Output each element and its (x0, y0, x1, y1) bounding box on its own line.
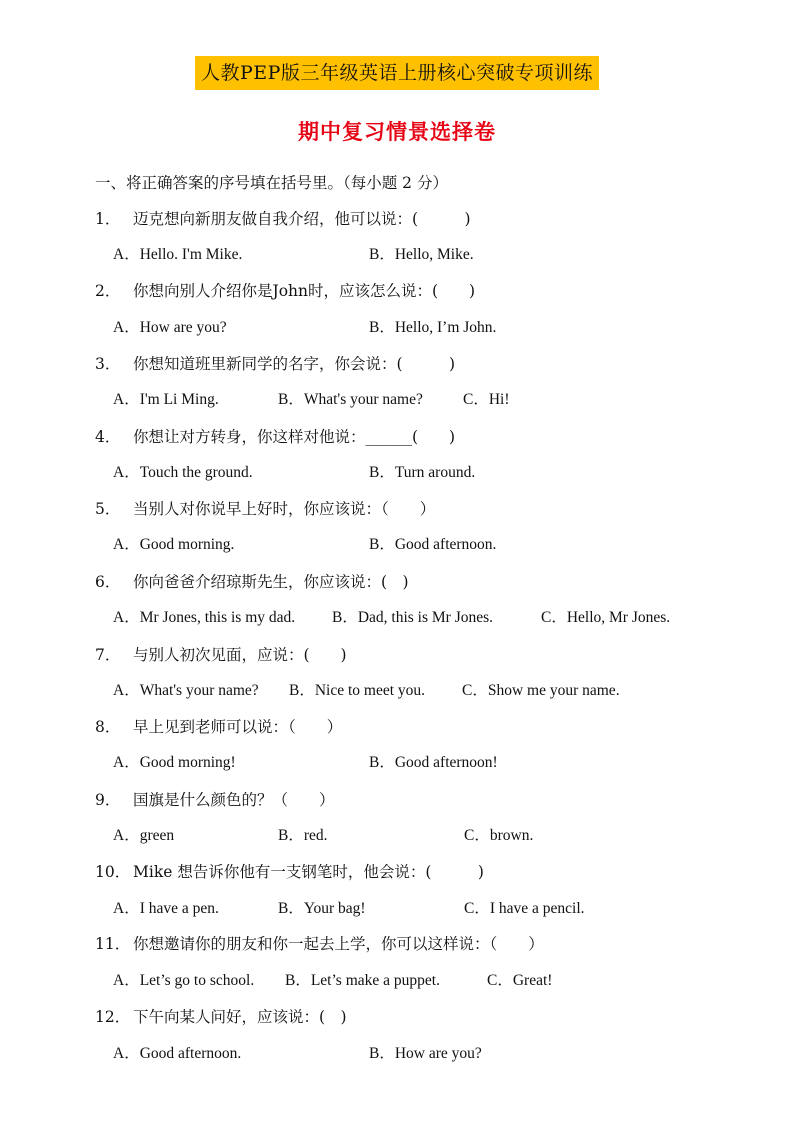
option-a: A．How are you? (113, 319, 227, 336)
question-stem (95, 571, 409, 593)
question-text: 下午向某人问好，应该说：( ) (133, 1008, 347, 1026)
option-b: B．Hello, I’m John. (369, 319, 497, 336)
question-text: 你想邀请你的朋友和你一起去上学，你可以这样说：（ ） (133, 935, 544, 953)
option-c: C．I have a pencil. (464, 900, 585, 917)
question-stem (95, 1006, 347, 1028)
question-text: 迈克想向新朋友做自我介绍，他可以说：( ) (133, 210, 471, 228)
option-b: B．Good afternoon! (369, 754, 498, 771)
option-a: A．Hello. I'm Mike. (113, 246, 243, 263)
question-stem (95, 280, 475, 302)
question-text: 国旗是什么颜色的？（ ） (133, 791, 335, 809)
option-b: B．What's your name? (278, 391, 423, 408)
question-number: 4． (95, 428, 121, 446)
question-stem (95, 498, 435, 520)
section-instruction: 一、将正确答案的序号填在括号里。（每小题 2 分） (95, 174, 448, 192)
option-b: B．Nice to meet you. (289, 682, 426, 699)
page-subtitle: 期中复习情景选择卷 (298, 120, 496, 144)
question-number: 8． (95, 718, 121, 736)
option-b: B．Turn around. (369, 464, 476, 481)
question-text: 与别人初次见面，应说：( ) (133, 646, 347, 664)
question-number: 9． (95, 791, 121, 809)
option-a: A．Touch the ground. (113, 464, 253, 481)
option-b: B．Good afternoon. (369, 536, 497, 553)
question-number: 2． (95, 282, 121, 300)
question-number: 10． (95, 863, 131, 881)
option-b: B．Dad, this is Mr Jones. (332, 609, 494, 626)
title-area (0, 56, 794, 90)
question-text: 你想知道班里新同学的名字，你会说：( ) (133, 355, 456, 373)
question-number: 5． (95, 500, 121, 518)
option-c: C．Show me your name. (462, 682, 620, 699)
question-stem (95, 426, 455, 448)
question-stem (95, 789, 335, 811)
option-c: C．brown. (464, 827, 534, 844)
question-stem (95, 933, 544, 955)
question-text: 你想让对方转身，你这样对他说：______( ) (133, 428, 456, 446)
option-a: A．Let’s go to school. (113, 972, 255, 989)
option-a: A．I have a pen. (113, 900, 219, 917)
question-text: 当别人对你说早上好时，你应该说：（ ） (133, 500, 436, 518)
option-c: C．Hello, Mr Jones. (541, 609, 671, 626)
question-stem (95, 861, 484, 883)
question-number: 3． (95, 355, 121, 373)
option-b: B．Let’s make a puppet. (285, 972, 440, 989)
question-number: 6． (95, 573, 121, 591)
option-b: B．How are you? (369, 1045, 482, 1062)
option-a: A．Good morning. (113, 536, 235, 553)
option-b: B．red. (278, 827, 328, 844)
option-a: A．Good afternoon. (113, 1045, 242, 1062)
option-b: B．Hello, Mike. (369, 246, 474, 263)
option-a: A．Mr Jones, this is my dad. (113, 609, 296, 626)
question-stem (95, 353, 455, 375)
question-stem (95, 716, 342, 738)
option-a: A．What's your name? (113, 682, 259, 699)
option-a: A．I'm Li Ming. (113, 391, 219, 408)
option-a: A．green (113, 827, 175, 844)
question-number: 12． (95, 1008, 131, 1026)
option-a: A．Good morning! (113, 754, 236, 771)
option-c: C．Great! (487, 972, 553, 989)
option-c: C．Hi! (463, 391, 510, 408)
option-b: B．Your bag! (278, 900, 366, 917)
question-stem (95, 644, 347, 666)
question-number: 1． (95, 210, 121, 228)
question-text: 你想向别人介绍你是John时，应该怎么说：( ) (133, 282, 476, 300)
question-number: 11． (95, 935, 131, 953)
question-text: 早上见到老师可以说：（ ） (133, 718, 343, 736)
question-number: 7． (95, 646, 121, 664)
page-title: 人教PEP版三年级英语上册核心突破专项训练 (195, 56, 599, 90)
question-stem (95, 208, 471, 230)
question-text: 你向爸爸介绍琼斯先生，你应该说：( ) (133, 573, 409, 591)
question-text: Mike 想告诉你他有一支钢笔时，他会说：( ) (133, 863, 484, 881)
